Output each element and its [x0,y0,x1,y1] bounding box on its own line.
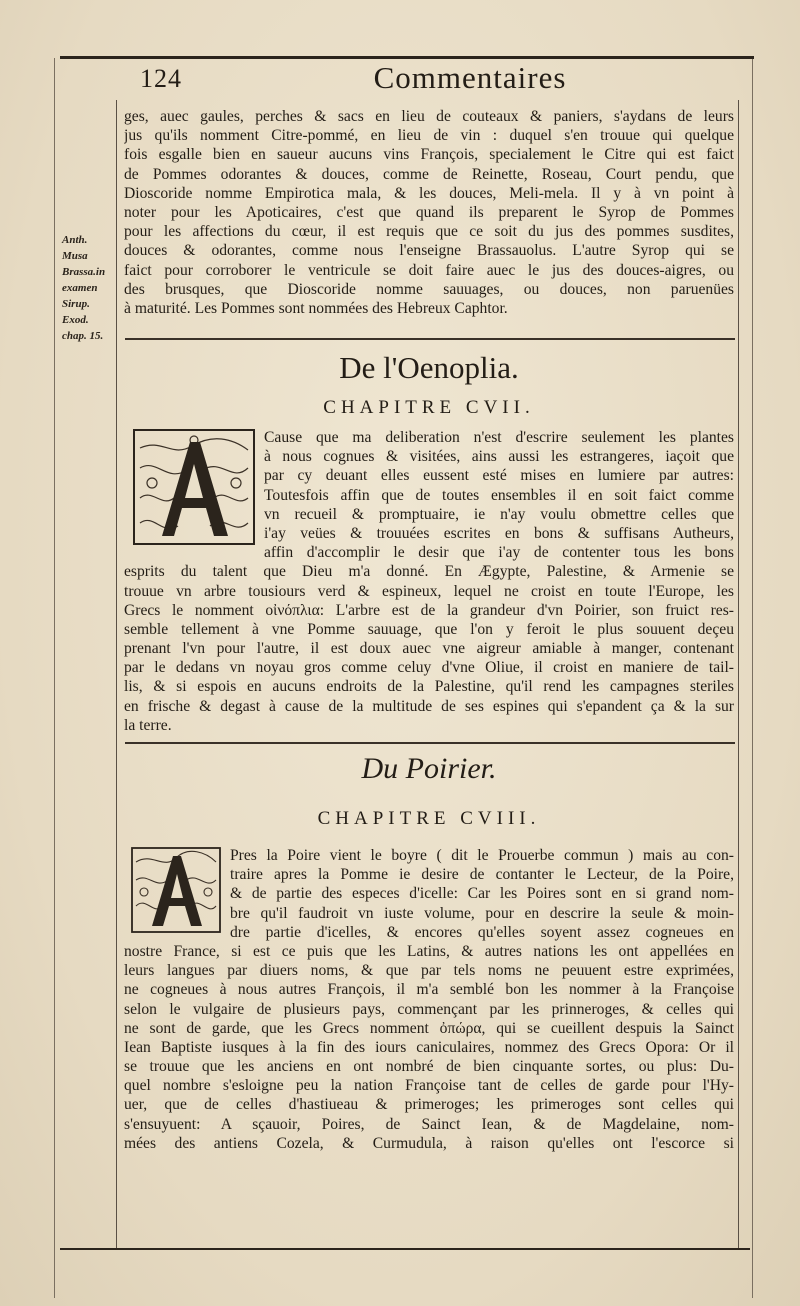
margin-note-line: Musa [62,250,88,262]
chapter-number-107: CHAPITRE CVII. [323,397,535,418]
text-line: trouue vn arbre tousiours verd & espineux, lequel ne croist en toute l'Europe, les [124,582,734,600]
paragraph-oenoplia [124,428,734,735]
text-line: Toutesfois affin que de toutes ensembles il en soit faict comme [264,486,734,504]
text-line: uer, que de celles d'hastiueau & primeroges; les primeroges sont celles qui [124,1096,734,1114]
margin-note-line: Sirup. [62,298,90,310]
paragraph-poirier [124,846,734,1153]
text-line: ne cogneues à nous autres François, il m'a semblé bon les nommer à la Françoise [124,981,734,999]
text-line: à maturité. Les Pommes sont nommées des Hebreux Caphtor. [124,299,508,317]
text-line: douces & odorantes, comme nous l'enseigne Brassauolus. L'autre Syrop qui se [124,242,734,260]
section-divider [125,338,735,340]
text-line: Cause que ma deliberation n'est d'escrire seulement les plantes [264,429,734,446]
text-line: à nous cognues & visitées, ains aussi les estrangeres, iaçoit que [264,448,734,466]
text-line: fois esgalle bien en saueur aucuns vins François, specialement le Citre qui est faict [124,146,734,164]
margin-note [62,232,114,344]
paragraph-citre [124,107,734,318]
text-line: leurs langues par diuers noms, & que par tels noms ne peuuent estre exprimées, [124,962,734,980]
text-line: ges, auec gaules, perches & sacs en lieu de couteaux & paniers, s'aydans de leurs [124,108,734,125]
text-line: quel nombre s'esloigne peu la nation Françoise tant de celles de garde pour l'Hy- [124,1077,734,1095]
margin-note-line: chap. 15. [62,330,104,342]
text-line: des brusques, que Dioscoride nomme sauuages, ou douces, non paruenües [124,280,734,298]
text-line: jus qu'ils nomment Citre-pommé, en lieu de vin : duquel s'en trouue qui quelque [124,127,734,145]
text-line: semble tellement à vne Pomme sauuage, que l'on y feroit le plus souuent deçeu [124,620,734,638]
text-line: bre qu'il faudroit vn iuste volume, pour en descrire la seule & moin- [230,904,734,922]
text-line: se trouue que les anciens en ont nombré de bien cinquante sortes, ou plus: Du- [124,1058,734,1076]
text-line: esprits du talent que Dieu m'a donné. En Ægypte, Palestine, & Armenie se [124,563,734,581]
text-frame-left [116,100,117,1250]
text-line: pour les affections du cœur, il est requis que ce soit du jus des pommes susdites, [124,223,734,241]
text-line: ne sont de garde, que les Grecs nomment ὀπώρα, qui se cueillent despuis la Sainct [124,1019,734,1037]
chapter-title-oenoplia: De l'Oenoplia. [339,350,519,385]
outer-border-right [752,58,753,1298]
text-line: de Pommes odorantes & douces, comme de Reinette, Roseau, Court pendu, que [124,165,734,183]
text-line: prenant l'vn pour l'autre, il est doux auec vne aigreur amiable à manger, contenant [124,640,734,658]
text-line: Dioscoride nomme Empirotica mala, & les douces, Meli-mela. Il y à vn point à [124,184,734,202]
text-line: lis, & si espois en aucuns endroits de la Palestine, qu'il rend les campagnes steriles [124,678,734,696]
margin-note-line: Exod. [62,314,89,326]
running-head: Commentaires [373,60,567,95]
text-line: noter pour les Apoticaires, c'est que quand ils preparent le Syrop de Pommes [124,203,734,221]
text-line: & de partie des especes d'icelle: Car les Poires sont en si grand nom- [230,885,734,903]
text-line: par le dedans vn noyau gros comme celuy d'vne Oliue, il croist en maniere de tail- [124,659,734,677]
text-line: par cy deuant elles eussent esté mises en lumiere par autres: [264,467,734,485]
text-line: la terre. [124,716,172,734]
chapter-title-poirier: Du Poirier. [361,752,497,785]
text-line: dre partie d'icelles, & encores qu'elles soyent assez cogneues en [230,923,734,941]
text-line: mées des antiens Cozela, & Curmudula, à raison qu'elles ont l'escorce si [124,1134,734,1152]
section-divider [125,742,735,744]
footer-rule [60,1248,750,1250]
margin-note-line: Anth. [62,234,88,246]
chapter-number-108: CHAPITRE CVIII. [317,808,541,829]
text-line: i'ay veües & trouuées escrites en bons & suffisans Autheurs, [264,524,734,542]
header-rule [60,56,754,59]
text-frame-right [738,100,739,1250]
text-line: selon le vulgaire de plusieurs pays, commençant par les prinneroges, & celles qui [124,1000,734,1018]
text-line: nostre France, si est ce puis que les Latins, & autres nations les ont appellées en [124,942,734,960]
outer-border-left [54,58,55,1298]
text-line: traire apres la Pomme ie desire de contanter le Lecteur, de la Poire, [230,866,734,884]
text-line: affin d'accomplir le desir que i'ay de contenter tous les bons [264,544,734,562]
text-line: Iean Baptiste iusques à la fin des iours caniculaires, nommez des Grecs Opora: Or il [124,1038,734,1056]
text-line: vn recueil & promptuaire, ie n'ay voulu obmettre celles que [264,505,734,523]
text-line: s'ensuyuent: A sçauoir, Poires, de Sainct Iean, & de Magdelaine, nom- [124,1115,734,1133]
text-line: Grecs le nomment οἰνόπλια: L'arbre est de la grandeur d'vn Poirier, son fruict res- [124,601,734,619]
margin-note-line: examen [62,282,98,294]
margin-note-line: Brassa.in [62,266,106,278]
text-line: Pres la Poire vient le boyre ( dit le Prouerbe commun ) mais au con- [230,847,734,864]
text-line: faict pour corroborer le ventricule se doit faire auec le jus des douces-aigres, ou [124,261,734,279]
text-line: en frische & degast à cause de la multitude de ses espines qui s'epandent ça & la sur [124,697,734,715]
page-number: 124 [140,64,182,93]
